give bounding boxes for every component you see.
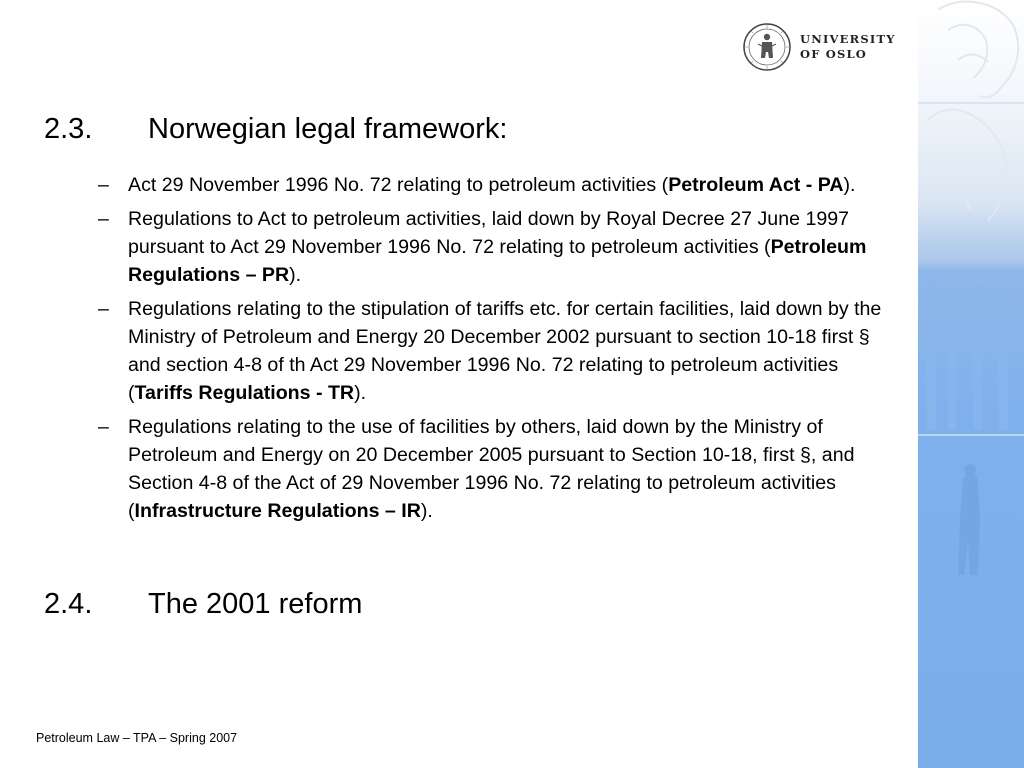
item-text-end: ). bbox=[843, 174, 856, 196]
list-item bbox=[98, 205, 888, 289]
item-text: Act 29 November 1996 No. 72 relating to petroleum activities ( bbox=[128, 174, 669, 196]
statue-figure-icon bbox=[918, 0, 1024, 768]
section-number: 2.3. bbox=[44, 113, 93, 145]
item-text-end: ). bbox=[289, 264, 302, 286]
side-decoration-band bbox=[918, 0, 1024, 768]
item-bold-abbrev: Infrastructure Regulations – IR bbox=[134, 500, 421, 522]
university-seal-icon bbox=[742, 22, 792, 72]
item-text: Regulations relating to the stipulation of tariffs etc. for certain facilities, laid down by the Ministry of Petroleum and Energy 20 December 2002 pursuant to section 10-18 first § and section 4-8 of th Act 29 November 1996 No. 72 relating to petroleum activities ( bbox=[128, 298, 882, 404]
list-item bbox=[98, 413, 888, 525]
item-text: Regulations relating to the use of facilities by others, laid down by the Ministry of Petroleum and Energy on 20 December 2005 pursuant to Section 10-18, first §, and Section 4-8 of the Act of 29 November 1996 No. 72 relating to petroleum activities ( bbox=[128, 416, 855, 522]
list-item bbox=[98, 295, 888, 407]
item-text-end: ). bbox=[354, 382, 367, 404]
list-item bbox=[98, 171, 888, 199]
dash-bullet: – bbox=[98, 416, 109, 438]
legal-framework-list bbox=[98, 171, 888, 531]
section-heading-2-3 bbox=[44, 112, 507, 146]
item-bold-abbrev: Tariffs Regulations - TR bbox=[134, 382, 355, 404]
item-bold-abbrev: Petroleum Regulations – PR bbox=[128, 236, 867, 286]
section-number: 2.4. bbox=[44, 588, 93, 620]
university-wordmark bbox=[800, 32, 896, 62]
dash-bullet: – bbox=[98, 298, 109, 320]
section-heading-2-4 bbox=[44, 587, 362, 621]
dash-bullet: – bbox=[98, 174, 109, 196]
dash-bullet: – bbox=[98, 208, 109, 230]
item-text-end: ). bbox=[420, 500, 433, 522]
logo-line-2: OF OSLO bbox=[800, 47, 868, 61]
item-bold-abbrev: Petroleum Act - PA bbox=[668, 174, 844, 196]
section-title: Norwegian legal framework: bbox=[148, 113, 508, 145]
item-text: Regulations to Act to petroleum activities, laid down by Royal Decree 27 June 1997 pursuant to Act 29 November 1996 No. 72 relating to petroleum activities ( bbox=[128, 208, 850, 258]
logo-line-1: UNIVERSITY bbox=[800, 32, 896, 46]
university-logo bbox=[742, 22, 902, 74]
section-title: The 2001 reform bbox=[148, 588, 363, 620]
slide-footer: Petroleum Law – TPA – Spring 2007 bbox=[36, 731, 238, 745]
